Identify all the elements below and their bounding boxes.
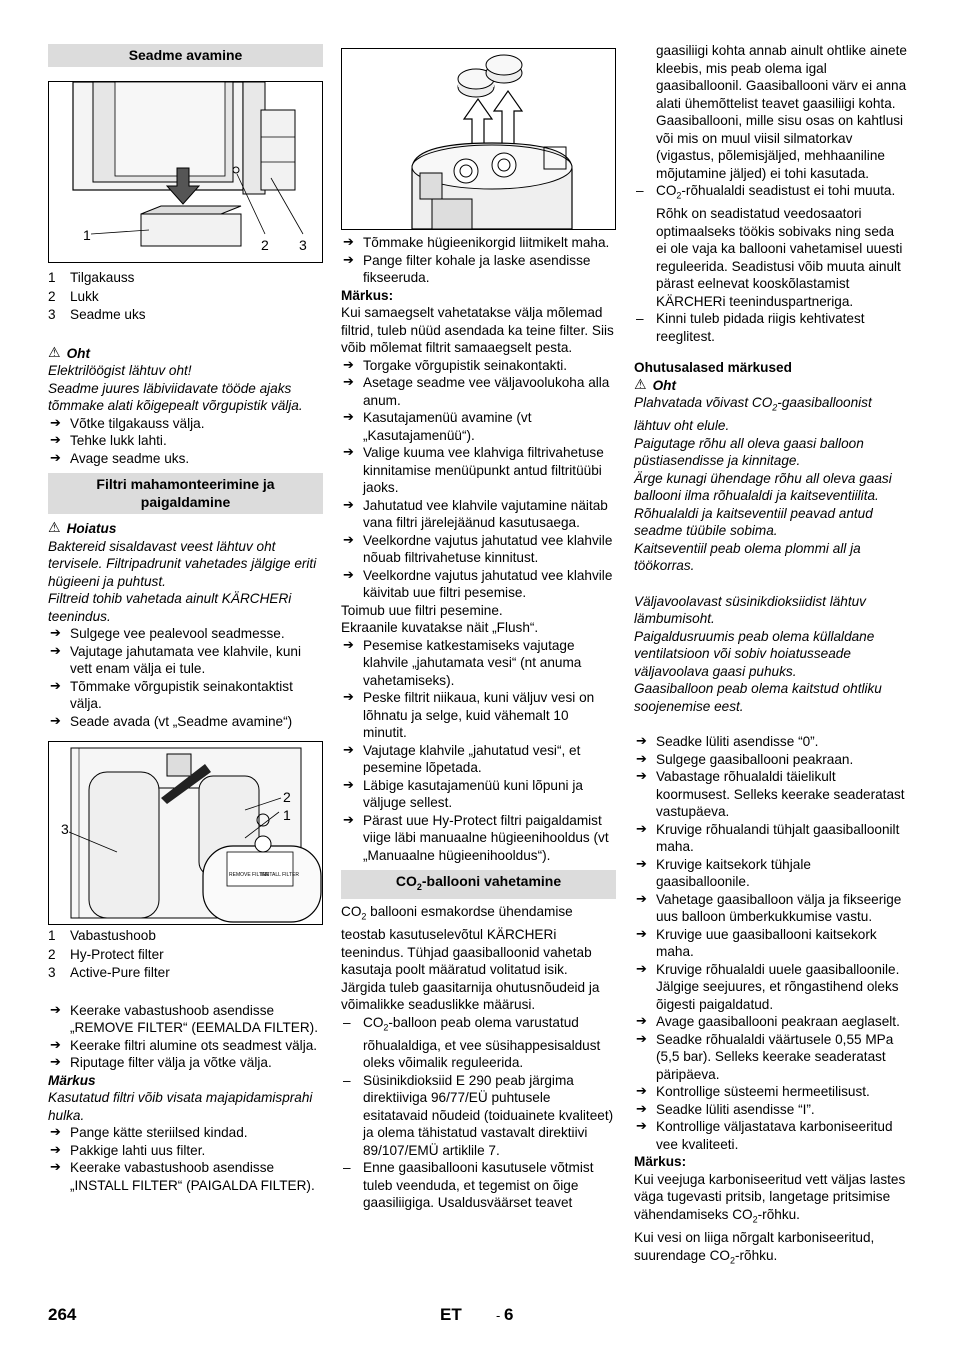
step-item: ➔ Torgake võrgupistik seinakontakti. (341, 357, 616, 375)
dash-item: – Enne gaasiballooni kasutusele võtmist tuleb veenduda, et tegemist on õige gaasiliigiga. Usaldusväärset teavet (341, 1159, 616, 1212)
step-item: ➔ Sulgege vee pealevool seadmesse. (48, 625, 323, 643)
step-item: ➔ Seadke lüliti asendisse “I”. (634, 1101, 907, 1119)
page-number: 264 (48, 1305, 77, 1324)
legend-item: 1 Vabastushoob (48, 928, 156, 943)
legend-item: 3 Active-Pure filter (48, 965, 170, 980)
step-item: ➔ Vahetage gaasiballoon välja ja fikseerige uus balloon ümberkukkumise vastu. (634, 891, 907, 926)
warning-text: Ärge kunagi ühendage rõhu all oleva gaasi ballooni ilma rõhualaldi ja kaitseventiilita. (634, 470, 892, 504)
note-text: Kui samaegselt vahetatakse välja mõlemad filtrid, tuleb nüüd asendada ka teine filter. Siis võib mõlemat filtrit samaaegselt pesta. (341, 305, 614, 355)
sticker-remove-filter: REMOVE FILTER (229, 872, 269, 878)
section-title-filter: Filtri mahamonteerimine ja paigaldamine (48, 473, 323, 514)
step-item: ➔ Avage gaasiballooni peakraan aeglaselt. (634, 1013, 907, 1031)
step-item: ➔ Pesemise katkestamiseks vajutage klahvile „jahutamata vesi“ (nt anuma vahetamiseks). (341, 637, 616, 690)
figure-hygiene-caps (341, 48, 616, 230)
step-item: ➔ Valige kuuma vee klahviga filtrivahetuse kinnitamise menüüpunkt antud filtritüübi jaoks. (341, 444, 616, 497)
warning-text: Plahvatada võivast $CO_2$-gaasiballoonist lähtuv oht elule. (634, 395, 872, 434)
step-item: ➔ Kruvige rõhualandi tühjalt gaasiballoonilt maha. (634, 821, 907, 856)
note-text: Kasutatud filtri võib visata majapidamisprahi hulka. (48, 1090, 313, 1123)
section-title-open-device: Seadme avamine (48, 44, 323, 67)
fig1-legend (48, 269, 323, 324)
warning-triangle-icon: ⚠ (48, 520, 61, 536)
step-item: ➔ Kontrollige süsteemi hermeetilisust. (634, 1083, 907, 1101)
note-heading: Märkus (48, 1072, 96, 1088)
step-item: ➔ Avage seadme uks. (48, 450, 323, 468)
warning-text: Kaitseventiil peab olema plommi all ja töökorras. (634, 540, 861, 574)
warning-text: Rõhualaldi ja kaitseventiil peavad antud seadme tüübile sobima. (634, 505, 873, 539)
warning-triangle-icon: ⚠ (48, 344, 61, 361)
legend-item: 2 Lukk (48, 288, 99, 304)
step-item: ➔ Seadke rõhualaldi väärtusele 0,55 MPa (5,5 bar). Selleks keerake seaderatast päripäeva. (634, 1031, 907, 1084)
note-text: Kui vesi on liiga nõrgalt karboniseeritud, suurendage $CO_2$-rõhku. (634, 1230, 875, 1266)
warning-heading: ⚠ Hoiatus (48, 520, 117, 536)
column-3 (634, 42, 907, 1270)
warning-text: Filtreid tohib vahetada ainult KÄRCHERi teenindus. (48, 591, 292, 624)
step-item: ➔ Jahutatud vee klahvile vajutamine näitab vana filtri järelejäänud kasutusaega. (341, 497, 616, 532)
dash-item-continued: gaasiliigi kohta annab ainult ohtlike ainete kleebis, mis peab olema igal gaasiballoonil. Gaasiballooni värv ei anna alati ühemõttelist teavet gaasiliigi kohta. Gaasiballooni, mille sisu osas on kahtlusi või mis on muul viisil silmatorkav (vigastus, põlemisjäljed, mehhaaniline mõjutamine jäljed) ei tohi kasutada. (656, 43, 907, 181)
step-item: ➔ Võtke tilgakauss välja. (48, 415, 323, 433)
language-code: ET (440, 1305, 462, 1324)
note-heading: Märkus: (341, 287, 394, 303)
step-item: ➔ Veelkordne vajutus jahutatud vee klahvile nõuab filtrivahetuse kinnitust. (341, 532, 616, 567)
safety-heading: Ohutusalased märkused (634, 360, 792, 376)
step-item: ➔ Vajutage klahvile „jahutatud vesi“, et pesemine lõpetada. (341, 742, 616, 777)
warning-text: Paigaldusruumis peab olema küllaldane ventilatsioon või sobiv hoiatusseade väljavoolava gaasi puhuks. (634, 628, 875, 679)
hygiene-caps-illustration (342, 49, 615, 229)
note-heading: Märkus: (634, 1154, 687, 1170)
filters-illustration (49, 742, 322, 924)
step-item: ➔ Kasutajamenüü avamine (vt „Kasutajamenüü“). (341, 409, 616, 444)
fig1-callout-3: 3 (299, 237, 307, 253)
step-item: ➔ Keerake filtri alumine ots seadmest välja. (48, 1037, 323, 1055)
warning-text: Elektrilöögist lähtuv oht! (48, 363, 192, 378)
step-item: ➔ Tehke lukk lahti. (48, 432, 323, 450)
danger-heading: ⚠ Oht (48, 344, 90, 361)
note-text: Kui veejuga karboniseeritud vett väljas lastes väga tugevasti pritsib, langetage pritsimise vähendamiseks $CO_2$-rõhku. (634, 1171, 906, 1225)
step-item: ➔ Kruvige rõhualaldi uuele gaasiballoonile. Jälgige seejuures, et rõngastihend oleks õigesti paigaldatud. (634, 961, 907, 1014)
device-door-illustration (49, 82, 322, 262)
warning-triangle-icon: ⚠ (634, 376, 647, 393)
step-item: ➔ Asetage seadme vee väljavoolukoha alla anum. (341, 374, 616, 409)
section-title-co2: $CO_2$-ballooni vahetamine (341, 870, 616, 899)
step-item: ➔ Seadke lüliti asendisse “0”. (634, 733, 907, 751)
step-item: ➔ Vabastage rõhualaldi täielikult koormusest. Selleks keerake seaderatast vastupäeva. (634, 768, 907, 821)
column-1 (48, 44, 323, 1194)
step-item: ➔ Riputage filter välja ja võtke välja. (48, 1054, 323, 1072)
legend-item: 2 Hy-Protect filter (48, 946, 164, 962)
legend-item: 3 Seadme uks (48, 307, 146, 322)
figure-filters (48, 741, 323, 925)
body-text: Ekraanile kuvatakse näit „Flush“. (341, 620, 539, 635)
dash-item: – Süsinikdioksiid E 290 peab järgima direktiiviga 96/77/EÜ puhtusele esitatavaid nõudeid (toiduainete kvaliteet) ja olema tähistatud vastavalt direktiivi 89/107/EMÜ artiklile 7. (341, 1072, 616, 1160)
step-item: ➔ Keerake vabastushoob asendisse „REMOVE FILTER“ (EEMALDA FILTER). (48, 1002, 323, 1037)
step-item: ➔ Seade avada (vt „Seadme avamine“) (48, 713, 323, 731)
dash-item: – $CO_2$-rõhualaldi seadistust ei tohi muuta. Rõhk on seadistatud veedosaatori optimaalseks töökis sobivaks ning seda ei ole vaja ka ballooni vahetamisel uuesti reguleerida. Seadistusi võib muuta ainult pärast eelnevat kooskõlastamist KÄRCHERi teeninduspartneriga. (634, 182, 907, 310)
figure-open-device (48, 81, 323, 263)
warning-text: Paigutage rõhu all oleva gaasi balloon püstiasendisse ja kinnitage. (634, 435, 864, 469)
step-item: ➔ Kruvige kaitsekork tühjale gaasiballoonile. (634, 856, 907, 891)
dash-item: – $CO_2$-balloon peab olema varustatud rõhualaldiga, et vee süsihappesisaldust oleks võimalik reguleerida. (341, 1014, 616, 1072)
dash-item: – Kinni tuleb pidada riigis kehtivatest reeglitest. (634, 310, 907, 345)
fig2-callout-3: 3 (61, 821, 69, 837)
step-item: ➔ Pakkige lahti uus filter. (48, 1142, 323, 1160)
section-page-number: - 6 (496, 1305, 514, 1324)
step-item: ➔ Läbige kasutajamenüü kuni lõpuni ja väljuge sellest. (341, 777, 616, 812)
legend-item: 1 Tilgakauss (48, 270, 135, 285)
danger-heading: ⚠ Oht (634, 376, 676, 393)
column-2 (341, 48, 616, 1212)
fig1-callout-2: 2 (261, 237, 269, 253)
step-item: ➔ Tõmmake võrgupistik seinakontaktist välja. (48, 678, 323, 713)
fig2-callout-1: 1 (283, 807, 291, 823)
warning-text: Seadme juures läbiviidavate tööde ajaks tõmmake alati kõigepealt võrgupistik välja. (48, 380, 303, 413)
sticker-install-filter: INSTALL FILTER (261, 872, 299, 878)
warning-text: Baktereid sisaldavast veest lähtuv oht tervisele. Filtripadrunit vahetades jälgige eriti hügieeni ja puhtust. (48, 538, 317, 589)
step-item: ➔ Keerake vabastushoob asendisse „INSTALL FILTER“ (PAIGALDA FILTER). (48, 1159, 323, 1194)
co2-intro: $CO_2$ ballooni esmakordse ühendamise teostab kasutuselevõtul KÄRCHERi teenindus. Tühjad gaasiballoonid vahetab kasutaja poolt määratud volitatud isik. Järgida tuleb gaasitarnija ohutusnõudeid ja võimalikke seaduslikke määrusi. (341, 903, 600, 1013)
step-item: ➔ Veelkordne vajutus jahutatud vee klahvile käivitab uue filtri pesemise. (341, 567, 616, 602)
step-item: ➔ Pange filter kohale ja laske asendisse fikseeruda. (341, 252, 616, 287)
fig2-legend (48, 927, 323, 982)
step-item: ➔ Pange kätte steriilsed kindad. (48, 1124, 323, 1142)
step-item: ➔ Sulgege gaasiballooni peakraan. (634, 751, 907, 769)
warning-text: Väljavoolavast süsinikdioksiidist lähtuv lämbumisoht. (634, 593, 866, 627)
fig2-callout-2: 2 (283, 789, 291, 805)
step-item: ➔ Kruvige uue gaasiballooni kaitsekork maha. (634, 926, 907, 961)
step-item: ➔ Tõmmake hügieenikorgid liitmikelt maha. (341, 234, 616, 252)
step-item: ➔ Vajutage jahutamata vee klahvile, kuni vett enam välja ei tule. (48, 643, 323, 678)
warning-text: Gaasiballoon peab olema kaitstud ohtliku soojenemise eest. (634, 681, 882, 714)
step-item: ➔ Pärast uue Hy-Protect filtri paigaldamist viige läbi manuaalne hügieenihooldus (vt „Manuaalne hügieenihooldus“). (341, 812, 616, 865)
step-item: ➔ Peske filtrit niikaua, kuni väljuv vesi on lõhnatu ja selge, kuid vähemalt 10 minutit. (341, 689, 616, 742)
step-item: ➔ Kontrollige väljastatava karboniseeritud vee kvaliteeti. (634, 1118, 907, 1153)
fig1-callout-1: 1 (83, 227, 91, 243)
body-text: Toimub uue filtri pesemine. (341, 602, 503, 618)
